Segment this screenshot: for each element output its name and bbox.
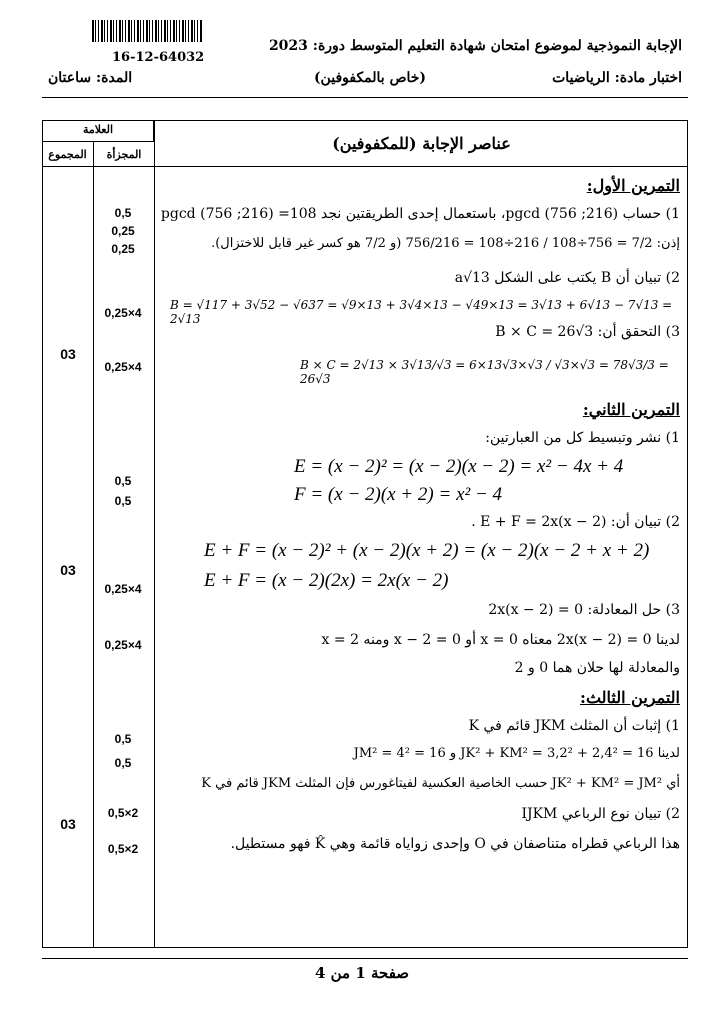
ex1-mark-2: 0,25 bbox=[111, 224, 135, 238]
ex3-line4: 2) تبيان نوع الرباعي IJKM bbox=[521, 806, 680, 822]
ex3-line5: هذا الرباعي قطراه متناصفان في O وإحدى زواياه قائمة وهي K̂ فهو مستطيل. bbox=[230, 836, 680, 852]
partial-header: المجزأة bbox=[106, 149, 142, 161]
ex2-line8: لدينا 2x(x − 2) = 0 معناه x = 0 أو x − 2 = 0 ومنه x = 2 bbox=[321, 632, 680, 648]
ex1-line2: إذن: 7/2 = 756÷108 / 216÷108 = 756/216 (و 7/2 هو كسر غير قابل للاختزال). bbox=[211, 236, 680, 251]
ex2-line1: 1) نشر وتبسيط كل من العبارتين: bbox=[485, 430, 680, 446]
ex3-mark-4: 0,5×2 bbox=[107, 842, 139, 856]
ex2-total: 03 bbox=[60, 562, 76, 578]
ex3-mark-2: 0,5 bbox=[114, 756, 132, 770]
ex2-line4: 2) تبيان أن: E + F = 2x(x − 2) . bbox=[471, 514, 680, 530]
ex3-line2: لدينا JK² + KM² = 3,2² + 2,4² = 16 و JM² = 4² = 16 bbox=[353, 746, 680, 761]
ex1-line6: B × C = 2√13 × 3√13/√3 = 6×13√3×√3 / √3×√3 = 78√3/3 = 26√3 bbox=[300, 358, 669, 386]
ex2-line7: 3) حل المعادلة: 2x(x − 2) = 0 bbox=[488, 602, 680, 618]
ex1-total: 03 bbox=[60, 346, 76, 362]
ex2-mark-4: 0,25×4 bbox=[104, 638, 142, 652]
ex1-mark-4: 0,25×4 bbox=[104, 306, 142, 320]
ex1-mark-1: 0,5 bbox=[114, 206, 132, 220]
ex1-line5: 3) التحقق أن: B × C = 26√3 bbox=[495, 324, 680, 340]
ex3-mark-3: 0,5×2 bbox=[107, 806, 139, 820]
col-divider-total bbox=[93, 142, 94, 948]
ex2-line2: E = (x − 2)² = (x − 2)(x − 2) = x² − 4x + 4 bbox=[294, 456, 624, 477]
ex1-line4: B = √117 + 3√52 − √637 = √9×13 + 3√4×13 − √49×13 = 3√13 + 6√13 − 7√13 = 2√13 bbox=[170, 298, 673, 326]
special-label: (خاص بالمكفوفين) bbox=[313, 70, 427, 86]
duration-label: المدة: ساعتان bbox=[48, 70, 133, 86]
ex3-mark-1: 0,5 bbox=[114, 732, 132, 746]
ex2-line6: E + F = (x − 2)(2x) = 2x(x − 2) bbox=[204, 570, 449, 591]
mark-header: العلامة bbox=[82, 124, 114, 136]
page-number: صفحة 1 من 4 bbox=[314, 964, 410, 982]
ex2-line9: والمعادلة لها حلان هما 0 و 2 bbox=[514, 660, 680, 676]
ex3-total: 03 bbox=[60, 816, 76, 832]
ex1-title: التمرين الأول: bbox=[586, 176, 680, 195]
footer-divider bbox=[42, 958, 688, 959]
ex2-title: التمرين الثاني: bbox=[582, 400, 680, 419]
ex3-line1: 1) إثبات أن المثلث JKM قائم في K bbox=[468, 718, 680, 734]
ex1-line3: 2) تبيان أن B يكتب على الشكل a√13 bbox=[454, 270, 680, 286]
ex2-line3: F = (x − 2)(x + 2) = x² − 4 bbox=[294, 484, 503, 505]
ex2-mark-2: 0,5 bbox=[114, 494, 132, 508]
subject-label: اختبار مادة: الرياضيات bbox=[552, 70, 682, 86]
ex3-title: التمرين الثالث: bbox=[580, 688, 680, 707]
ex2-mark-1: 0,5 bbox=[114, 474, 132, 488]
exam-title: الإجابة النموذجية لموضوع امتحان شهادة التعليم المتوسط دورة: 2023 bbox=[268, 38, 682, 54]
header-row-divider bbox=[42, 166, 688, 167]
exam-code: 16-12-64032 bbox=[112, 50, 205, 65]
total-header: المجموع bbox=[48, 149, 87, 161]
ex3-line3: أي JK² + KM² = JM² حسب الخاصية العكسية لفيتاغورس فإن المثلث JKM قائم في K bbox=[201, 776, 680, 791]
ex2-line5: E + F = (x − 2)² + (x − 2)(x + 2) = (x − 2)(x − 2 + x + 2) bbox=[204, 540, 650, 561]
ex1-mark-3: 0,25 bbox=[111, 242, 135, 256]
answer-header: عناصر الإجابة (للمكفوفين) bbox=[332, 134, 511, 153]
ex1-line1: 1) حساب (216; 756) pgcd، باستعمال إحدى الطريقتين نجد 108= (216; 756) pgcd bbox=[160, 206, 680, 222]
ex1-mark-5: 0,25×4 bbox=[104, 360, 142, 374]
ex2-mark-3: 0,25×4 bbox=[104, 582, 142, 596]
barcode bbox=[92, 20, 202, 42]
header-divider bbox=[42, 97, 688, 98]
